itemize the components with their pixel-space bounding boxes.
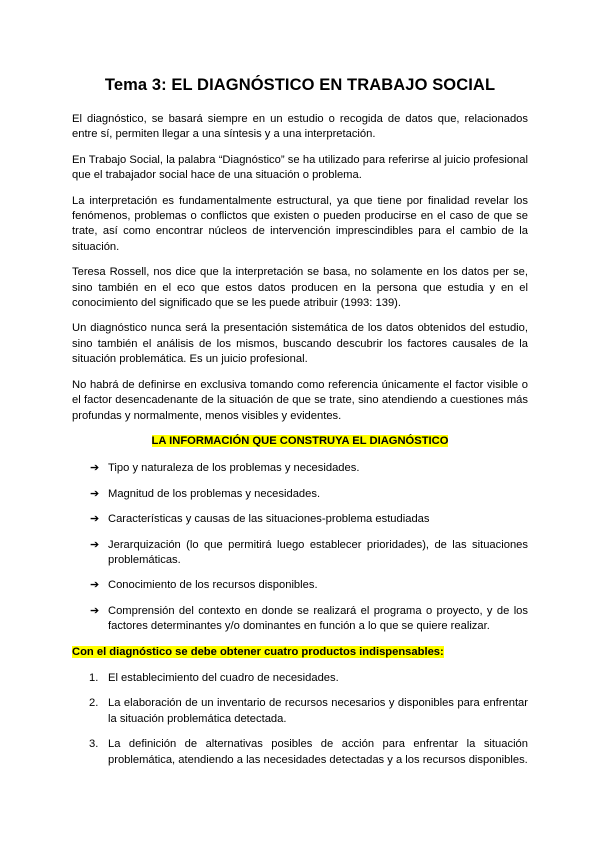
arrow-right-icon: ➔	[90, 538, 100, 551]
list-item-text: Jerarquización (lo que permitirá luego establecer prioridades), de las situaciones problemáticas.	[108, 538, 528, 566]
paragraph-1: El diagnóstico, se basará siempre en un estudio o recogida de datos que, relacionados entre sí, permiten llegar a una síntesis y a una interpretación.	[72, 113, 528, 141]
list-item	[72, 604, 528, 635]
list-item-text: Tipo y naturaleza de los problemas y necesidades.	[108, 462, 360, 475]
numbered-item	[72, 696, 528, 727]
numbered-item	[72, 737, 528, 768]
list-item	[72, 461, 528, 476]
section-heading-informacion	[72, 434, 528, 449]
list-item-text: Comprensión del contexto en donde se realizará el programa o proyecto, y de los factores determinantes y/o dominantes en función a lo que se quiere realizar.	[108, 604, 528, 633]
arrow-right-icon: ➔	[90, 513, 100, 526]
paragraph-2: En Trabajo Social, la palabra “Diagnóstico” se ha utilizado para referirse al juicio profesional que el trabajador social hace de una situación o problema.	[72, 153, 528, 182]
list-item	[72, 512, 528, 527]
paragraph-6: No habrá de definirse en exclusiva tomando como referencia únicamente el factor visible o el factor desencadenante de la situación de que se trate, sino atendiendo a cuestiones más profundas y normalmente, menos visibles y evidentes.	[72, 378, 528, 422]
item-number: 1.	[89, 671, 99, 684]
list-item-text: Magnitud de los problemas y necesidades.	[108, 487, 321, 500]
list-item	[72, 538, 528, 569]
item-number: 2.	[89, 697, 99, 710]
list-item	[72, 487, 528, 502]
numbered-item	[72, 671, 528, 686]
numbered-item-text: El establecimiento del cuadro de necesidades.	[108, 671, 339, 684]
paragraph-5: Un diagnóstico nunca será la presentación sistemática de los datos obtenidos del estudio, sino también el análisis de los mismos, buscando descubrir los factores causales de la situación problemática. Es un juicio profesional.	[72, 322, 528, 366]
arrow-right-icon: ➔	[90, 579, 100, 592]
arrow-right-icon: ➔	[90, 604, 100, 617]
numbered-item-text: La definición de alternativas posibles de acción para enfrentar la situación problemática, atendiendo a las necesidades detectadas y a los recursos disponibles.	[108, 738, 528, 766]
section-heading-productos	[72, 645, 528, 660]
highlighted-heading: LA INFORMACIÓN QUE CONSTRUYA EL DIAGNÓSTICO	[151, 434, 449, 447]
arrow-right-icon: ➔	[90, 462, 100, 475]
item-number: 3.	[89, 738, 99, 751]
arrow-right-icon: ➔	[90, 487, 100, 500]
list-item-text: Conocimiento de los recursos disponibles.	[108, 579, 318, 592]
products-list	[72, 671, 528, 768]
list-item-text: Características y causas de las situaciones-problema estudiadas	[108, 513, 430, 526]
paragraph-4: Teresa Rossell, nos dice que la interpretación se basa, no solamente en los datos per se, sino también en el eco que estos datos producen en la persona que estudia y en el conocimiento del significado que se les puede atribuir (1993: 139).	[72, 266, 528, 310]
paragraph-3: La interpretación es fundamentalmente estructural, ya que tiene por finalidad revelar los fenómenos, problemas o conflictos que existen o pueden producirse en el caso de que se trate, así como encontrar núcleos de intervención imprescindibles para el cambio de la situación.	[72, 194, 528, 253]
numbered-item-text: La elaboración de un inventario de recursos necesarios y disponibles para enfrentar la situación problemática detectada.	[108, 697, 528, 725]
highlighted-heading: Con el diagnóstico se debe obtener cuatro productos indispensables:	[72, 645, 444, 658]
information-list	[72, 461, 528, 634]
page-title: Tema 3: EL DIAGNÓSTICO EN TRABAJO SOCIAL	[104, 76, 496, 94]
list-item	[72, 578, 528, 593]
